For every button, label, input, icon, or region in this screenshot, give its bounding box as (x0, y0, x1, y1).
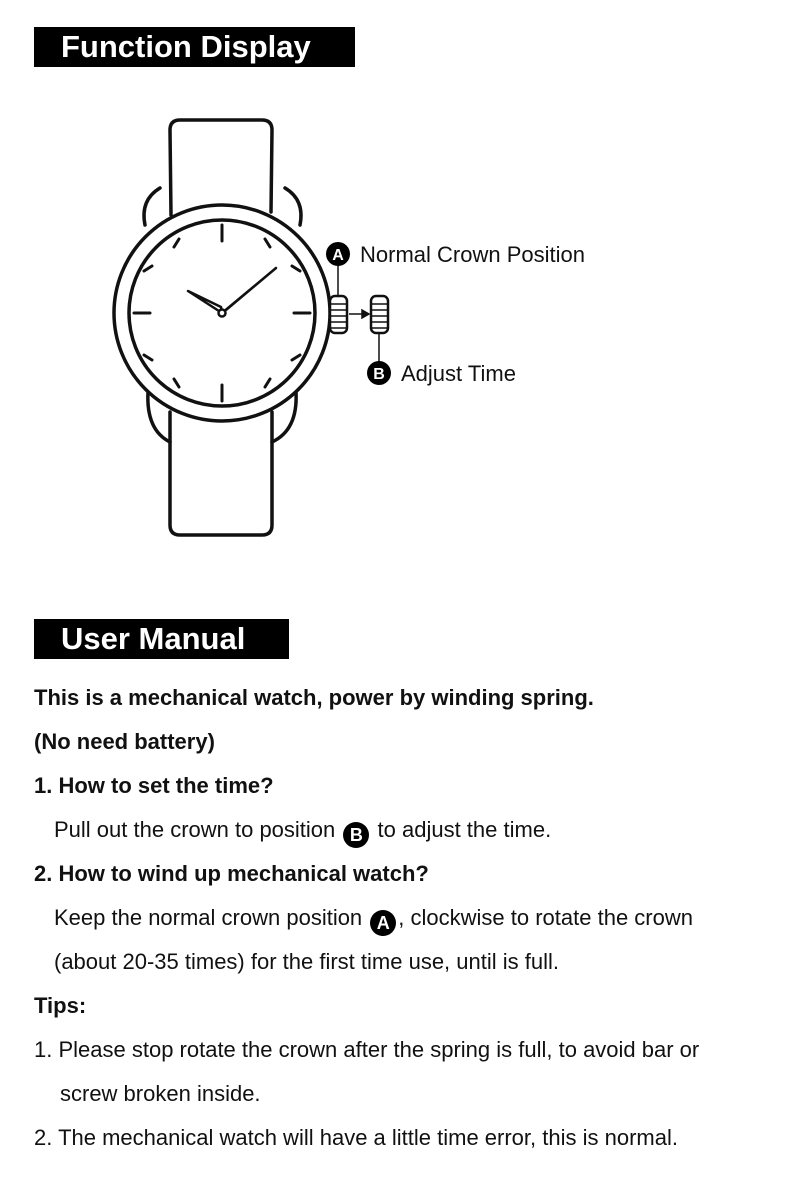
q1-text-after: to adjust the time. (377, 817, 552, 842)
no-battery-text: (No need battery) (34, 729, 215, 754)
intro-text: This is a mechanical watch, power by winding spring. (34, 685, 594, 710)
tip-2: 2. The mechanical watch will have a little time error, this is normal. (34, 1125, 678, 1150)
callout-a-label: Normal Crown Position (360, 242, 585, 267)
callout-b-label: Adjust Time (401, 361, 516, 386)
q2-text-before: Keep the normal crown position (54, 905, 363, 930)
arrow-right-icon (349, 310, 369, 318)
q1-instruction (54, 817, 551, 848)
q2-text-after: , clockwise to rotate the crown (398, 905, 693, 930)
position-a-badge: A (370, 910, 396, 936)
position-b-badge: B (343, 822, 369, 848)
q2-heading: 2. How to wind up mechanical watch? (34, 861, 429, 886)
q2-instruction-line2: (about 20-35 times) for the first time use, until is full. (54, 949, 559, 974)
tip-1-line-2: screw broken inside. (60, 1081, 261, 1106)
user-manual-title: User Manual (34, 619, 289, 659)
callout-b-letter: B (373, 366, 385, 383)
tips-heading: Tips: (34, 993, 87, 1018)
tip-1-line-1: 1. Please stop rotate the crown after the spring is full, to avoid bar or (34, 1037, 700, 1062)
callout-a-letter: A (332, 247, 344, 264)
function-display-title: Function Display (34, 27, 355, 67)
q1-text-before: Pull out the crown to position (54, 817, 336, 842)
watch-illustration-icon (114, 120, 388, 535)
q1-heading: 1. How to set the time? (34, 773, 274, 798)
watch-diagram (0, 100, 800, 560)
q2-instruction (54, 905, 693, 936)
